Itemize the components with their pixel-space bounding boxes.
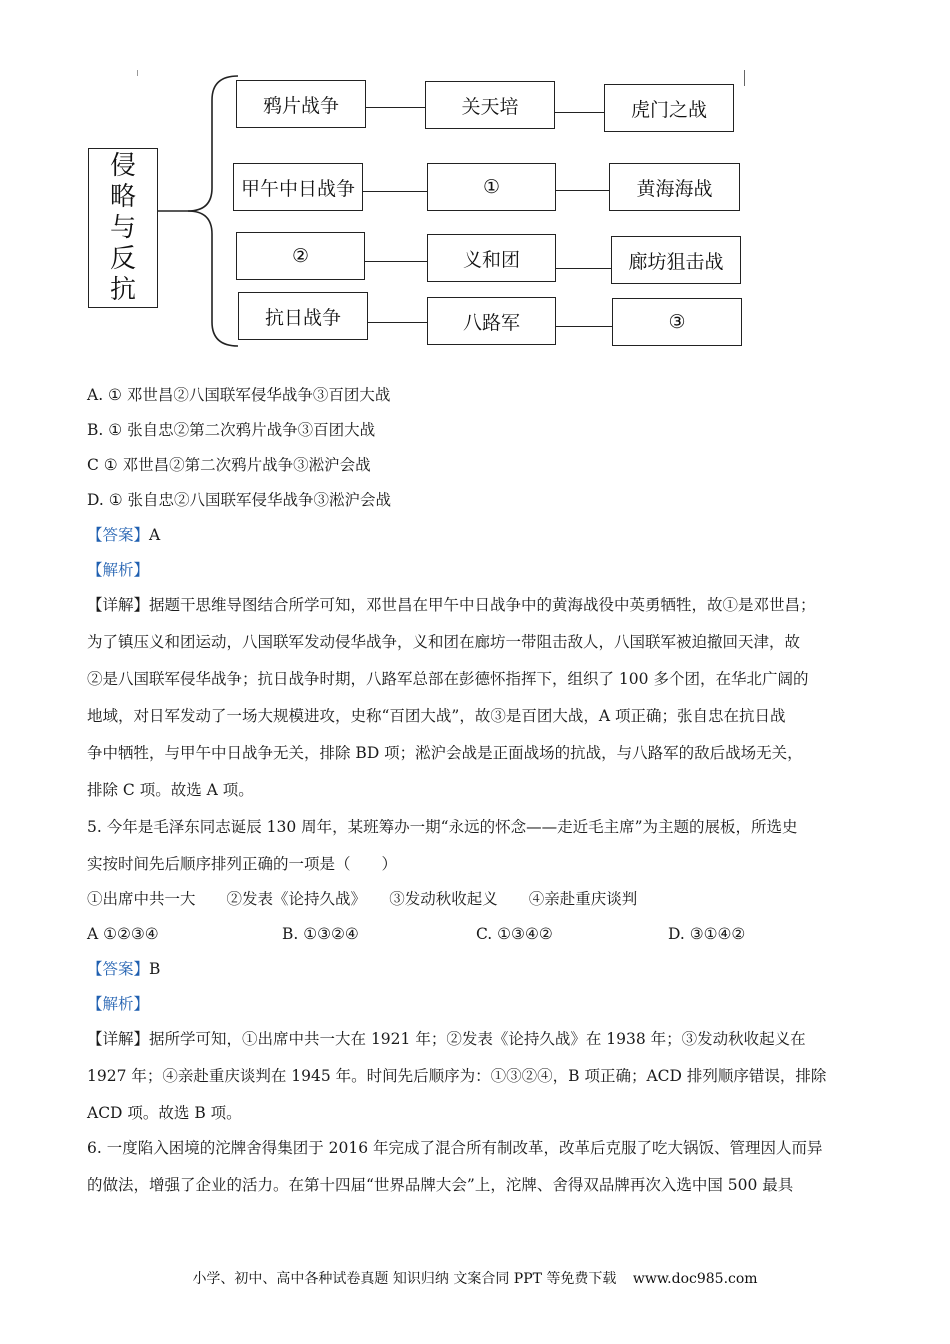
connector-line xyxy=(368,322,427,323)
question-stem: 实按时间先后顺序排列正确的一项是（ ） xyxy=(87,855,398,873)
footer-url[interactable]: www.doc985.com xyxy=(632,1271,758,1287)
footer-text: 小学、初中、高中各种试卷真题 知识归纳 文案合同 PPT 等免费下载 xyxy=(192,1271,617,1287)
detail-line: 排除 C 项。故选 A 项。 xyxy=(87,781,254,799)
option-d: D. ① 张自忠②八国联军侵华战争③淞沪会战 xyxy=(87,491,392,509)
detail-tag: 【详解】 xyxy=(87,1030,150,1048)
person-box: 义和团 xyxy=(427,234,556,282)
root-char: 略 xyxy=(109,181,136,212)
question-stem: 的做法，增强了企业的活力。在第十四届“世界品牌大会”上，沱牌、舍得双品牌再次入选中国 500 最具 xyxy=(87,1176,794,1194)
battle-box: 黄海海战 xyxy=(609,163,740,211)
option-c: C ① 邓世昌②第二次鸦片战争③淞沪会战 xyxy=(87,456,371,474)
battle-box: ③ xyxy=(612,298,742,346)
answer-line xyxy=(87,525,160,545)
war-box: 鸦片战争 xyxy=(236,80,366,128)
answer-value: B xyxy=(149,960,161,978)
connector-line xyxy=(556,326,613,327)
answer-tag: 【答案】 xyxy=(87,960,150,978)
war-box: 抗日战争 xyxy=(238,292,368,340)
person-box: 八路军 xyxy=(427,297,556,345)
root-char: 反 xyxy=(109,243,136,274)
analysis-tag: 【解析】 xyxy=(87,561,150,579)
root-char: 抗 xyxy=(109,274,136,305)
detail-tag: 【详解】 xyxy=(87,596,150,614)
connector-line xyxy=(556,190,610,191)
root-char: 与 xyxy=(109,212,136,243)
connector-line xyxy=(555,112,605,113)
war-box: 甲午中日战争 xyxy=(233,163,363,211)
question-stem: 6. 一度陷入困境的沱牌舍得集团于 2016 年完成了混合所有制改革，改革后克服了吃大锅饭、管理因人而异 xyxy=(87,1139,823,1157)
question-stem: 5. 今年是毛泽东同志诞辰 130 周年，某班筹办一期“永远的怀念——走近毛主席”为主题的展板，所选史 xyxy=(87,818,798,836)
root-char: 侵 xyxy=(109,150,136,181)
page-footer xyxy=(0,1268,950,1288)
connector-line xyxy=(556,268,611,269)
answer-value: A xyxy=(149,526,161,544)
battle-box: 虎门之战 xyxy=(604,84,734,132)
answer-tag: 【答案】 xyxy=(87,526,150,544)
analysis-tag: 【解析】 xyxy=(87,995,150,1013)
connector-line xyxy=(365,261,427,262)
person-box: ① xyxy=(427,163,556,211)
war-box: ② xyxy=(236,232,365,280)
detail-line: 【详解】据所学可知，①出席中共一大在 1921 年；②发表《论持久战》在 1938 年；③发动秋收起义在 xyxy=(87,1030,806,1048)
option-d: D. ③①④② xyxy=(668,925,746,943)
battle-box: 廊坊狙击战 xyxy=(611,236,741,284)
answer-line xyxy=(87,959,160,979)
question-items: ①出席中共一大 ②发表《论持久战》 ③发动秋收起义 ④亲赴重庆谈判 xyxy=(87,890,638,908)
connector-line xyxy=(366,107,426,108)
mind-map-diagram xyxy=(0,0,950,360)
detail-line: 地域，对日军发动了一场大规模进攻，史称“百团大战”，故③是百团大战，A 项正确；张自忠在抗日战 xyxy=(87,707,786,725)
detail-line: 1927 年；④亲赴重庆谈判在 1945 年。时间先后顺序为：①③②④，B 项正确；ACD 排列顺序错误，排除 xyxy=(87,1067,827,1085)
option-a: A. ① 邓世昌②八国联军侵华战争③百团大战 xyxy=(87,386,391,404)
option-b: B. ① 张自忠②第二次鸦片战争③百团大战 xyxy=(87,421,376,439)
option-c: C. ①③④② xyxy=(476,925,553,943)
person-box: 关天培 xyxy=(425,81,555,129)
detail-line: 为了镇压义和团运动，八国联军发动侵华战争，义和团在廊坊一带阻击敌人，八国联军被迫撤回天津，故 xyxy=(87,633,801,651)
detail-line: ACD 项。故选 B 项。 xyxy=(87,1104,242,1122)
connector-line xyxy=(363,191,427,192)
option-a: A ①②③④ xyxy=(87,925,159,943)
detail-line: 【详解】据题干思维导图结合所学可知，邓世昌在甲午中日战争中的黄海战役中英勇牺牲，故①是邓世昌； xyxy=(87,596,816,614)
detail-line: ②是八国联军侵华战争；抗日战争时期，八路军总部在彭德怀指挥下，组织了 100 多个团，在华北广阔的 xyxy=(87,670,809,688)
option-b: B. ①③②④ xyxy=(282,925,359,943)
detail-line: 争中牺牲，与甲午中日战争无关，排除 BD 项；淞沪会战是正面战场的抗战，与八路军的敌后战场无关， xyxy=(87,744,803,762)
